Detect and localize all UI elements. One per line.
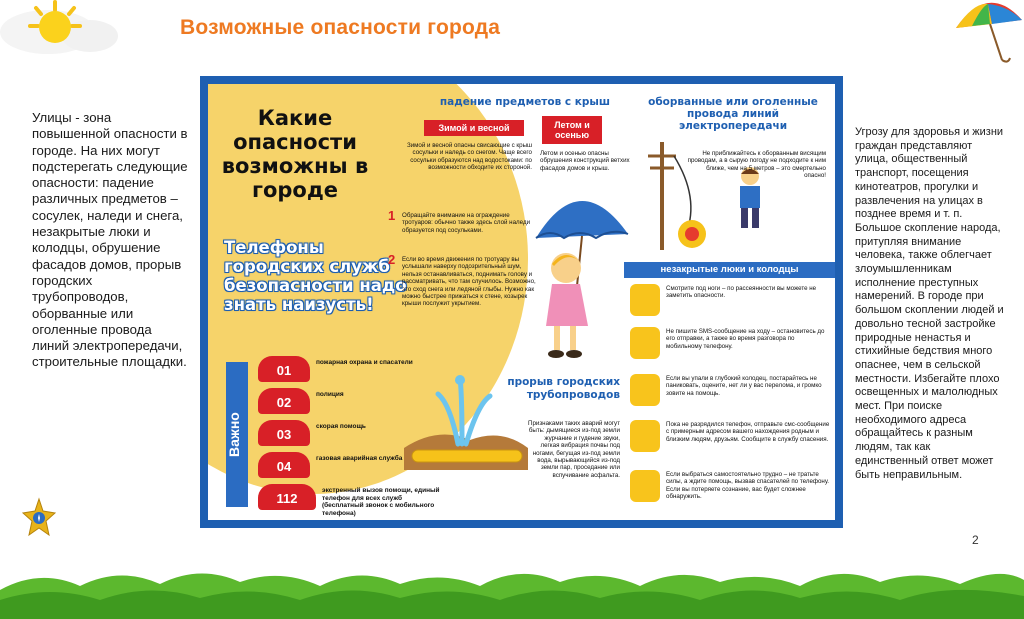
telephone-icon: 03 (258, 420, 310, 446)
phone-label: газовая аварийная служба (316, 455, 403, 462)
hatch-tip-text: Если вы упали в глубокий колодец, постарайтесь не паниковать, оцените, нет ли у вас перелома, и громко зовите на помощь. (666, 375, 822, 397)
telephone-icon: 01 (258, 356, 310, 382)
no-phone-icon (630, 327, 660, 359)
hatch-tip (630, 420, 830, 458)
phone-label: скорая помощь (316, 423, 366, 430)
left-description: Улицы - зона повышенной опасности в городе. На них могут подстерегать следующие опасности: падение различных предметов – сосулек, наледи и снега, незакрытые люки и колодцы, обрушение фасадов домов, прорыв городских трубопроводов, оборванные или оголенные провода линий электропередачи, строительные площадки. (32, 110, 188, 370)
fire-truck-icon (630, 470, 660, 502)
grass-decoration (0, 560, 1024, 619)
poster-title: Какие опасности возможны в городе (221, 106, 369, 202)
safety-poster (200, 76, 843, 528)
footprints-icon (630, 284, 660, 316)
phone-label: пожарная охрана и спасатели (316, 359, 413, 366)
slide-title: Возможные опасности города (180, 16, 501, 39)
summer-text: Летом и осенью опасны обрушения конструкций ветхих фасадов домов и крыш. (540, 150, 630, 172)
poster-content (208, 84, 835, 520)
emergency-emblem-icon (22, 497, 56, 543)
hatch-tip (630, 374, 830, 412)
hatch-tip (630, 327, 830, 365)
vazhno-label: Важно (226, 362, 248, 507)
wires-heading: оборванные или оголенные провода линий электропередачи (648, 96, 818, 132)
wires-text: Не приближайтесь к оборванным висящим проводам, а в сырую погоду не подходите к ним ближе, чем на 5 метров – это смертельно опасно! (687, 150, 826, 180)
telephone-icon: 112 (258, 484, 316, 510)
falling-tip-2: Если во время движения по тротуару вы услышали наверху подозрительный шум, нельзя останавливаться, поднимать голову и рассматривать, что там случилось. Возможно, это сход снега или ледяной глыбы. Нужно как можно быстрее прижаться к стене, козырек крыши послужит укрытием. (402, 256, 536, 308)
phones-title: Телефоны городских служб безопасности надо знать наизусть! (224, 238, 407, 314)
telephone-icon: 02 (258, 388, 310, 414)
signal-icon (630, 374, 660, 406)
right-description: Угрозу для здоровья и жизни граждан представляют улица, общественный транспорт, посещения кинотеатров, прогулки и развлечения на улицах в позднее время и т. п. Большое скопление народа, притупляя внимание человека, также облегчает злоумышленникам исполнение преступных намерений. В городе при большом скоплении людей и довольно тесной застройке природные ненастья и стихийные бедствия много опаснее, чем в сельской местности. Избегайте плохо освещенных и малолюдных мест. При поиске необходимого адреса обращайтесь к разным людям, так как единственный ответ может быть неправильным. (855, 126, 1004, 481)
hatch-tip (630, 470, 830, 508)
falling-heading: падение предметов с крыш (439, 96, 611, 108)
umbrella-icon (952, 0, 1024, 64)
pipes-text: Признаками таких аварий могут быть: дымящиеся из-под земли журчание и гудение звуки, легкая вибрация почвы под ногами, бегущая из-под земли вода, вырывающийся из-под земли пар, проседание или вспучивание асфальта. (528, 420, 620, 479)
tip-number: 2 (388, 252, 396, 267)
winter-label: Зимой и весной (424, 120, 524, 136)
hatches-heading: незакрытые люки и колодцы (624, 262, 835, 278)
winter-text: Зимой и весной опасны свисающие с крыш сосульки и наледь со снегом. Чаще всего сосульки образуются над водостоками: по возможности обходите их стороной. (406, 142, 532, 172)
sun-icon (0, 0, 120, 62)
hatch-tip-text: Пока не разрядился телефон, отправьте смс-сообщение с примерным адресом вашего нахождения родным и близким людям, друзьям. Сообщите в службу спасения. (666, 421, 830, 443)
hatch-tip-text: Смотрите под ноги – по рассеянности вы можете не заметить опасности. (666, 285, 817, 300)
tip-number: 1 (388, 208, 396, 223)
phone-label: экстренный вызов помощи, единый телефон для всех служб (бесплатный звонок с мобильного телефона) (322, 487, 440, 517)
girl-with-umbrella-illustration (528, 176, 632, 366)
hatch-tip-text: Не пишите SMS-сообщение на ходу – остановитесь до его отправки, а также во время разговора по мобильному телефону. (666, 328, 825, 350)
falling-tip-1: Обращайте внимание на ограждение тротуаров: обычно также здесь слой наледи образуется под сосульками. (402, 212, 531, 234)
hatch-tip-text: Если выбраться самостоятельно трудно – не тратьте силы, а ждите помощь, вызвав спасателей по телефону. Если вы потеряете сознание, вас будет сложнее обнаружить. (666, 471, 830, 500)
phone-label: полиция (316, 391, 344, 398)
page-number: 2 (972, 533, 979, 547)
summer-label: Летом и осенью (542, 116, 602, 144)
telephone-icon: 04 (258, 452, 310, 478)
phone-icon (630, 420, 660, 452)
hatch-tip (630, 284, 830, 322)
pipes-heading: прорыв городских трубопроводов (507, 376, 620, 401)
